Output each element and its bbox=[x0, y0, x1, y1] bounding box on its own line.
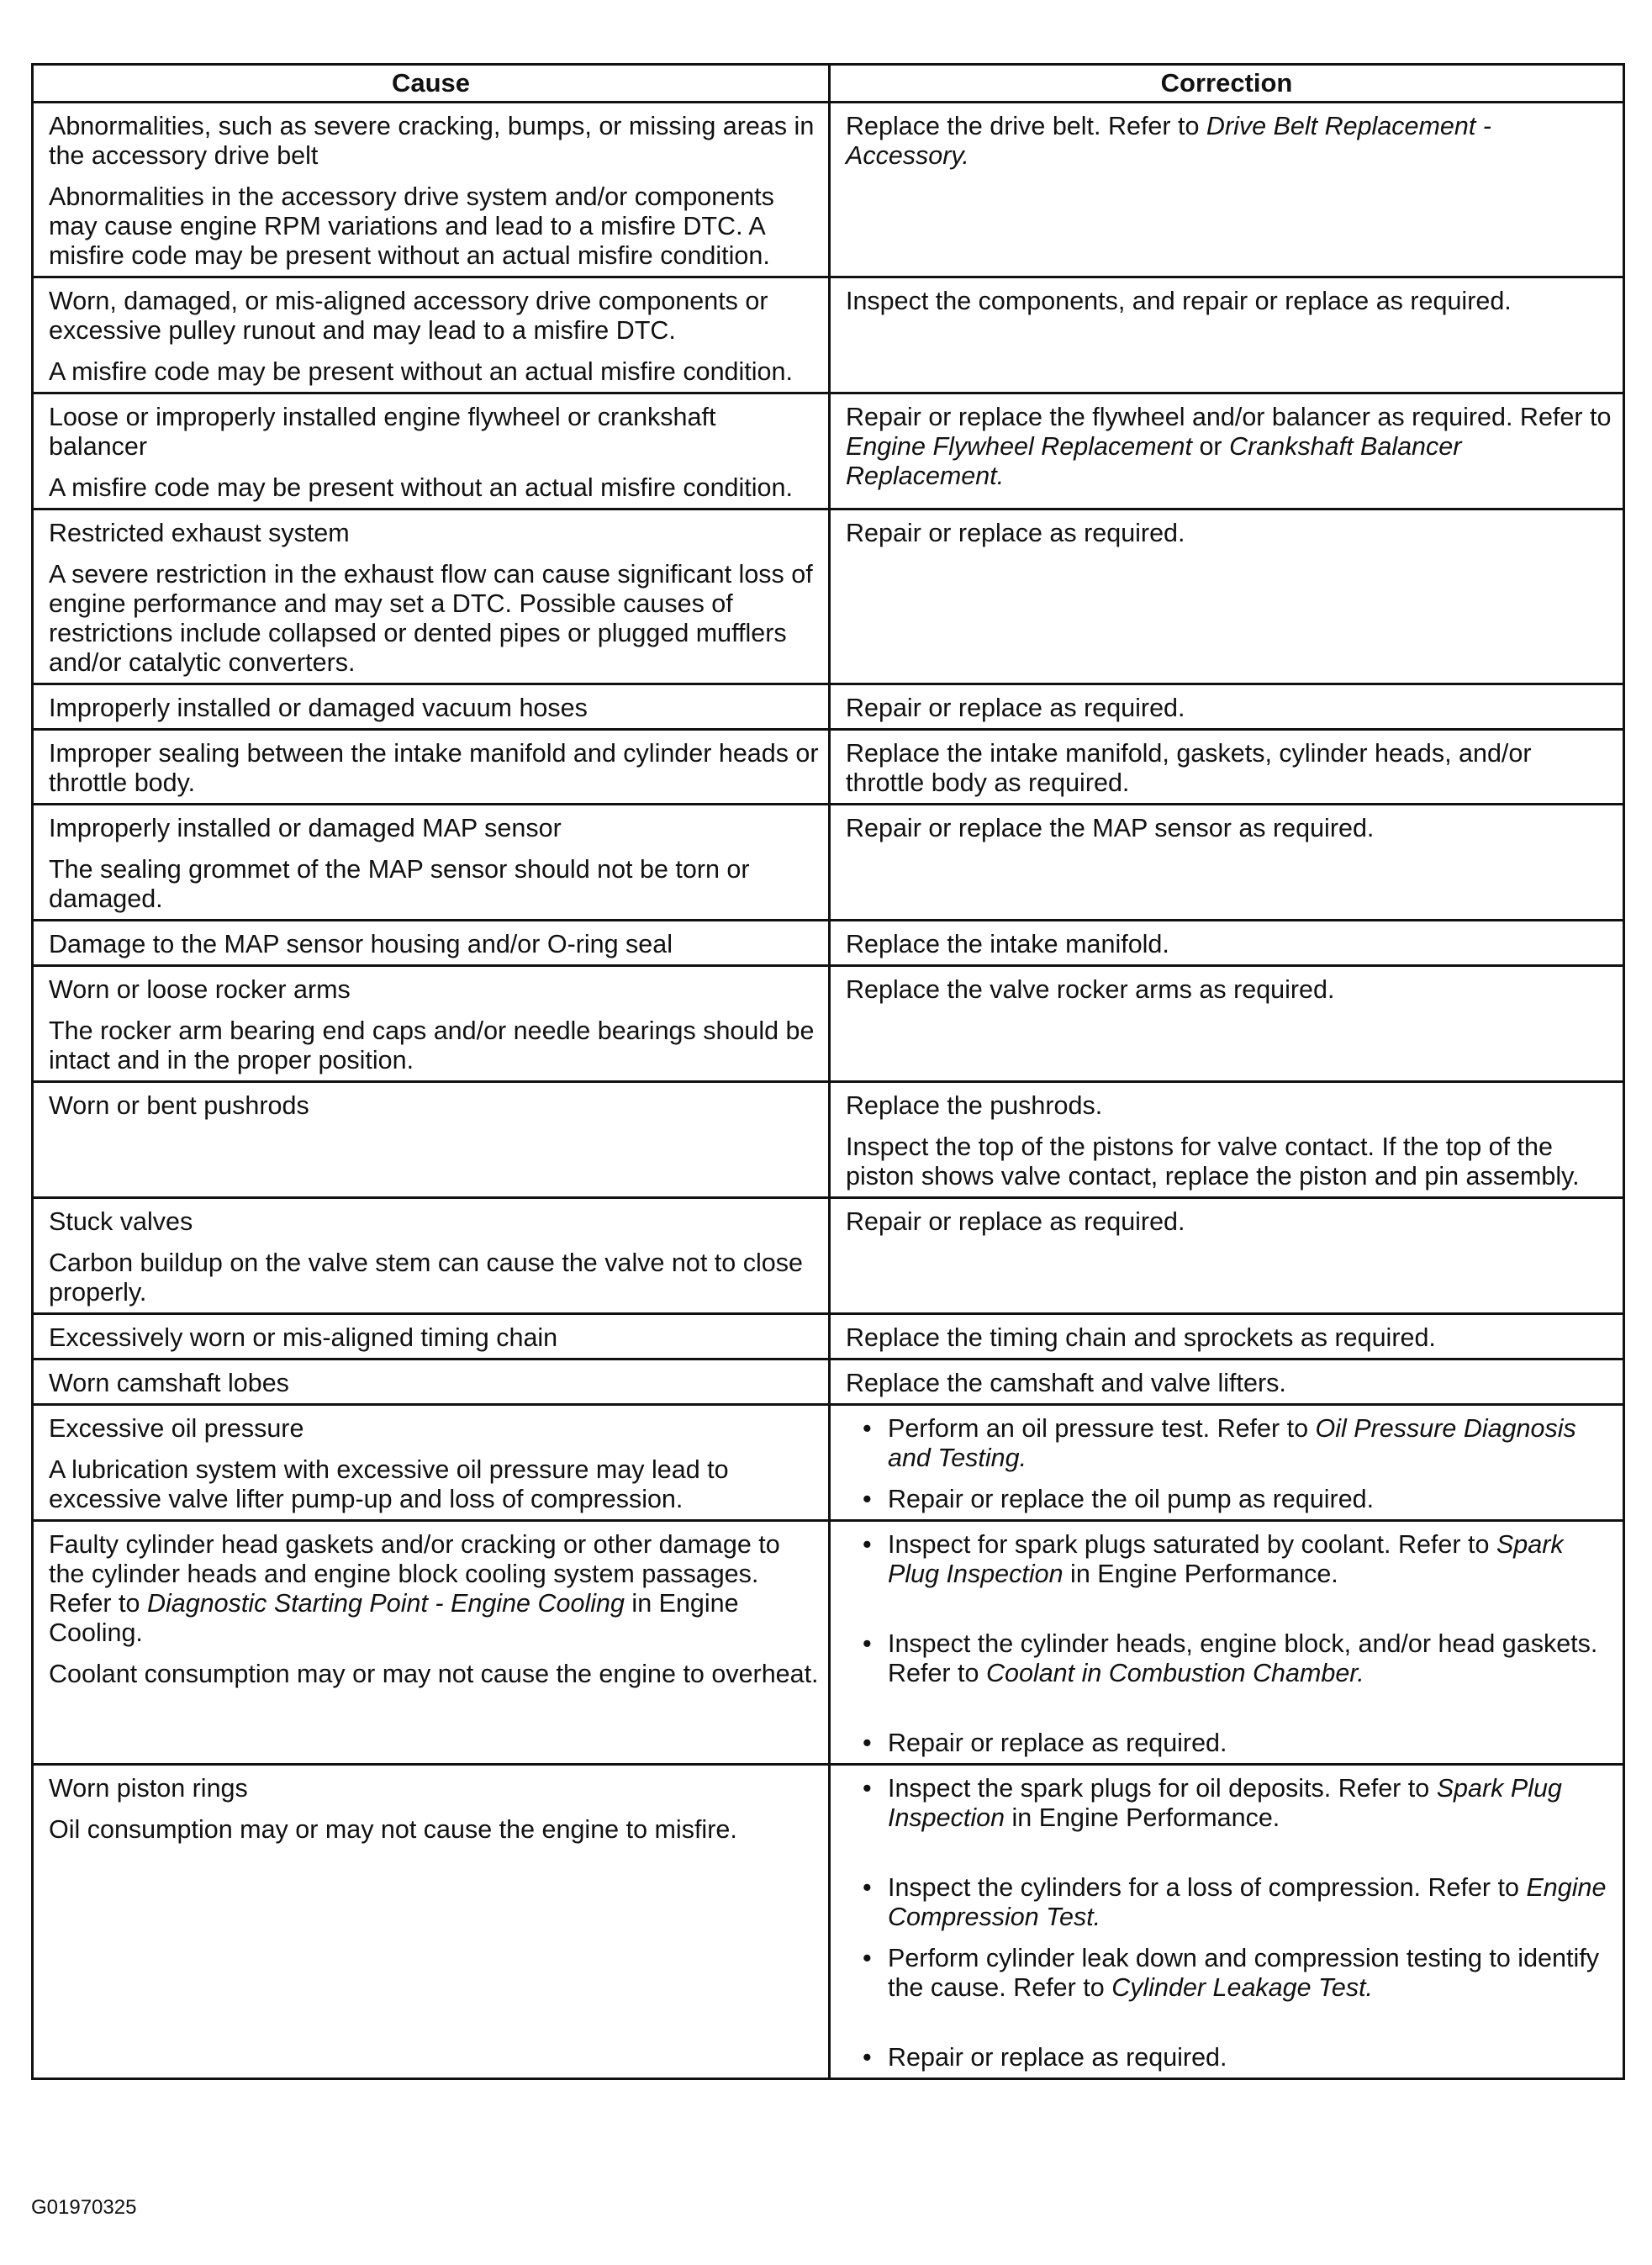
correction-cell bbox=[830, 1082, 1624, 1198]
text-run: Improperly installed or damaged MAP sensor bbox=[49, 814, 562, 842]
text-run: Repair or replace as required. bbox=[888, 2043, 1227, 2072]
cause-paragraph bbox=[49, 1530, 820, 1648]
reference-link-text: Spark Plug Inspection bbox=[888, 1530, 1564, 1588]
reference-link-text: Coolant in Combustion Chamber. bbox=[985, 1659, 1364, 1687]
cause-paragraph bbox=[49, 1323, 820, 1353]
correction-paragraph bbox=[846, 814, 1614, 843]
correction-cell bbox=[830, 509, 1624, 684]
text-run: in Engine Performance. bbox=[1005, 1803, 1280, 1832]
text-run: or bbox=[1191, 432, 1230, 461]
text-run: Worn piston rings bbox=[49, 1774, 248, 1803]
table-row bbox=[33, 1405, 1624, 1521]
correction-paragraph bbox=[846, 1369, 1614, 1398]
text-run: Repair or replace as required. bbox=[846, 1207, 1185, 1236]
cause-paragraph bbox=[49, 1414, 820, 1444]
correction-cell bbox=[830, 1314, 1624, 1360]
cause-cell bbox=[33, 1360, 830, 1405]
text-run: Improper sealing between the intake manifold and cylinder heads or throttle body. bbox=[49, 739, 819, 797]
table-row bbox=[33, 1198, 1624, 1314]
cause-cell bbox=[33, 1198, 830, 1314]
cause-paragraph bbox=[49, 1369, 820, 1398]
table-row bbox=[33, 1765, 1624, 2079]
correction-bullet-item bbox=[888, 1414, 1614, 1473]
column-header-correction: Correction bbox=[830, 65, 1624, 103]
correction-bullet-item bbox=[888, 1629, 1614, 1688]
correction-paragraph bbox=[846, 403, 1614, 491]
cause-cell bbox=[33, 1314, 830, 1360]
text-run: Faulty cylinder head gaskets and/or cracking or other damage to the cylinder heads and engine block cooling system passages. Refer to bbox=[49, 1530, 780, 1618]
cause-paragraph bbox=[49, 560, 820, 678]
cause-cell bbox=[33, 277, 830, 393]
cause-paragraph bbox=[49, 357, 820, 387]
text-run: Inspect for spark plugs saturated by coolant. Refer to bbox=[888, 1530, 1496, 1559]
cause-paragraph bbox=[49, 855, 820, 914]
correction-bullet-list bbox=[846, 1774, 1614, 2072]
cause-cell bbox=[33, 509, 830, 684]
correction-bullet-item bbox=[888, 1485, 1614, 1514]
text-run: Repair or replace the MAP sensor as required. bbox=[846, 814, 1375, 842]
table-row bbox=[33, 921, 1624, 966]
text-run: Excessive oil pressure bbox=[49, 1414, 304, 1443]
table-row bbox=[33, 1082, 1624, 1198]
text-run: Carbon buildup on the valve stem can cause the valve not to close properly. bbox=[49, 1249, 803, 1307]
correction-cell bbox=[830, 103, 1624, 277]
correction-cell bbox=[830, 684, 1624, 730]
cause-paragraph bbox=[49, 519, 820, 548]
correction-paragraph bbox=[846, 739, 1614, 798]
reference-link-text: Spark Plug Inspection bbox=[888, 1774, 1562, 1832]
cause-cell bbox=[33, 1405, 830, 1521]
text-run: Oil consumption may or may not cause the engine to misfire. bbox=[49, 1815, 737, 1844]
table-body bbox=[33, 103, 1624, 2079]
reference-link-text: Crankshaft Balancer Replacement. bbox=[846, 432, 1462, 490]
cause-cell bbox=[33, 966, 830, 1082]
cause-paragraph bbox=[49, 694, 820, 723]
text-run: Damage to the MAP sensor housing and/or O-ring seal bbox=[49, 930, 673, 958]
text-run: A misfire code may be present without an actual misfire condition. bbox=[49, 473, 793, 502]
cause-paragraph bbox=[49, 739, 820, 798]
table-row bbox=[33, 966, 1624, 1082]
correction-paragraph bbox=[846, 1207, 1614, 1237]
text-run: Repair or replace as required. bbox=[846, 519, 1185, 547]
text-run: in Engine Cooling. bbox=[49, 1589, 739, 1647]
table-row bbox=[33, 684, 1624, 730]
cause-cell bbox=[33, 730, 830, 805]
text-run: Inspect the cylinders for a loss of compression. Refer to bbox=[888, 1873, 1527, 1902]
correction-cell bbox=[830, 730, 1624, 805]
correction-paragraph bbox=[846, 1132, 1614, 1191]
correction-cell bbox=[830, 1521, 1624, 1765]
text-run: Restricted exhaust system bbox=[49, 519, 350, 547]
cause-paragraph bbox=[49, 1091, 820, 1121]
table-row bbox=[33, 509, 1624, 684]
table-header-row bbox=[33, 65, 1624, 103]
text-run: Worn or bent pushrods bbox=[49, 1091, 309, 1120]
cause-cell bbox=[33, 393, 830, 509]
text-run: Replace the pushrods. bbox=[846, 1091, 1103, 1120]
figure-id: G01970325 bbox=[31, 2196, 137, 2219]
cause-paragraph bbox=[49, 1774, 820, 1803]
correction-cell bbox=[830, 1765, 1624, 2079]
correction-cell bbox=[830, 277, 1624, 393]
cause-paragraph bbox=[49, 1016, 820, 1075]
text-run: Repair or replace as required. bbox=[846, 694, 1185, 722]
cause-paragraph bbox=[49, 182, 820, 271]
correction-paragraph bbox=[846, 1323, 1614, 1353]
text-run: Improperly installed or damaged vacuum hoses bbox=[49, 694, 588, 722]
text-run: Perform an oil pressure test. Refer to bbox=[888, 1414, 1316, 1443]
text-run: Loose or improperly installed engine flywheel or crankshaft balancer bbox=[49, 403, 716, 461]
correction-bullet-item bbox=[888, 1944, 1614, 2003]
correction-paragraph bbox=[846, 975, 1614, 1005]
text-run: Replace the valve rocker arms as required. bbox=[846, 975, 1335, 1004]
text-run: Excessively worn or mis-aligned timing chain bbox=[49, 1323, 558, 1352]
correction-bullet-item bbox=[888, 1774, 1614, 1833]
reference-link-text: Engine Compression Test. bbox=[888, 1873, 1607, 1931]
cause-cell bbox=[33, 684, 830, 730]
correction-cell bbox=[830, 1198, 1624, 1314]
cause-cell bbox=[33, 1765, 830, 2079]
correction-bullet-item bbox=[888, 2043, 1614, 2072]
cause-paragraph bbox=[49, 1207, 820, 1237]
cause-paragraph bbox=[49, 112, 820, 171]
reference-link-text: Diagnostic Starting Point - Engine Cooling bbox=[146, 1589, 625, 1618]
text-run: Stuck valves bbox=[49, 1207, 193, 1236]
cause-paragraph bbox=[49, 930, 820, 959]
table-row bbox=[33, 103, 1624, 277]
correction-bullet-item bbox=[888, 1729, 1614, 1758]
text-run: Worn camshaft lobes bbox=[49, 1369, 289, 1397]
cause-paragraph bbox=[49, 1660, 820, 1689]
cause-cell bbox=[33, 1521, 830, 1765]
text-run: in Engine Performance. bbox=[1063, 1560, 1338, 1588]
table-row bbox=[33, 393, 1624, 509]
cause-paragraph bbox=[49, 473, 820, 503]
text-run: Replace the camshaft and valve lifters. bbox=[846, 1369, 1286, 1397]
text-run: Repair or replace the flywheel and/or balancer as required. Refer to bbox=[846, 403, 1612, 431]
correction-cell bbox=[830, 921, 1624, 966]
text-run: Replace the timing chain and sprockets as required. bbox=[846, 1323, 1436, 1352]
correction-cell bbox=[830, 393, 1624, 509]
correction-cell bbox=[830, 1405, 1624, 1521]
text-run: Abnormalities in the accessory drive system and/or components may cause engine RPM variations and lead to a misfire DTC. A misfire code may be present without an actual misfire condition. bbox=[49, 182, 774, 270]
cause-paragraph bbox=[49, 814, 820, 843]
correction-paragraph bbox=[846, 930, 1614, 959]
correction-bullet-item bbox=[888, 1530, 1614, 1589]
cause-cell bbox=[33, 921, 830, 966]
table-row bbox=[33, 277, 1624, 393]
reference-link-text: Oil Pressure Diagnosis and Testing. bbox=[888, 1414, 1576, 1472]
correction-cell bbox=[830, 805, 1624, 921]
correction-paragraph bbox=[846, 287, 1614, 316]
reference-link-text: Engine Flywheel Replacement bbox=[846, 432, 1192, 461]
text-run: Coolant consumption may or may not cause the engine to overheat. bbox=[49, 1660, 819, 1688]
text-run: Inspect the components, and repair or replace as required. bbox=[846, 287, 1512, 315]
cause-cell bbox=[33, 805, 830, 921]
text-run: Perform cylinder leak down and compression testing to identify the cause. Refer to bbox=[888, 1944, 1599, 2002]
correction-cell bbox=[830, 1360, 1624, 1405]
table-row bbox=[33, 730, 1624, 805]
text-run: Inspect the cylinder heads, engine block, and/or head gaskets. Refer to bbox=[888, 1629, 1598, 1687]
cause-paragraph bbox=[49, 1815, 820, 1845]
text-run: Worn, damaged, or mis-aligned accessory drive components or excessive pulley runout and may lead to a misfire DTC. bbox=[49, 287, 768, 345]
cause-paragraph bbox=[49, 975, 820, 1005]
text-run: Repair or replace as required. bbox=[888, 1729, 1227, 1757]
cause-cell bbox=[33, 1082, 830, 1198]
correction-paragraph bbox=[846, 694, 1614, 723]
correction-bullet-item bbox=[888, 1873, 1614, 1932]
correction-paragraph bbox=[846, 112, 1614, 171]
diagnostic-table bbox=[31, 63, 1625, 2080]
reference-link-text: Drive Belt Replacement - Accessory. bbox=[846, 112, 1491, 170]
cause-paragraph bbox=[49, 1455, 820, 1514]
text-run: The rocker arm bearing end caps and/or needle bearings should be intact and in the proper position. bbox=[49, 1016, 815, 1074]
reference-link-text: Cylinder Leakage Test. bbox=[1111, 1973, 1374, 2002]
text-run: A lubrication system with excessive oil pressure may lead to excessive valve lifter pump-up and loss of compression. bbox=[49, 1455, 729, 1513]
text-run: Inspect the top of the pistons for valve contact. If the top of the piston shows valve contact, replace the piston and pin assembly. bbox=[846, 1132, 1580, 1191]
cause-paragraph bbox=[49, 403, 820, 462]
cause-cell bbox=[33, 103, 830, 277]
text-run: A severe restriction in the exhaust flow can cause significant loss of engine performance and may set a DTC. Possible causes of restrictions include collapsed or dented pipes or plugged mufflers and/or catalytic converters. bbox=[49, 560, 813, 677]
text-run: Repair or replace the oil pump as required. bbox=[888, 1485, 1375, 1513]
text-run: Abnormalities, such as severe cracking, bumps, or missing areas in the accessory drive belt bbox=[49, 112, 815, 170]
correction-paragraph bbox=[846, 519, 1614, 548]
table-row bbox=[33, 1314, 1624, 1360]
cause-paragraph bbox=[49, 1249, 820, 1307]
cause-paragraph bbox=[49, 287, 820, 346]
text-run: Inspect the spark plugs for oil deposits. Refer to bbox=[888, 1774, 1437, 1803]
correction-paragraph bbox=[846, 1091, 1614, 1121]
table-row bbox=[33, 1521, 1624, 1765]
text-run: Replace the drive belt. Refer to bbox=[846, 112, 1206, 140]
table-row bbox=[33, 1360, 1624, 1405]
correction-cell bbox=[830, 966, 1624, 1082]
text-run: A misfire code may be present without an actual misfire condition. bbox=[49, 357, 793, 386]
text-run: Replace the intake manifold. bbox=[846, 930, 1169, 958]
text-run: The sealing grommet of the MAP sensor should not be torn or damaged. bbox=[49, 855, 750, 913]
text-run: Worn or loose rocker arms bbox=[49, 975, 351, 1004]
correction-bullet-list bbox=[846, 1414, 1614, 1514]
table-row bbox=[33, 805, 1624, 921]
column-header-cause: Cause bbox=[33, 65, 830, 103]
text-run: Replace the intake manifold, gaskets, cylinder heads, and/or throttle body as required. bbox=[846, 739, 1532, 797]
correction-bullet-list bbox=[846, 1530, 1614, 1758]
